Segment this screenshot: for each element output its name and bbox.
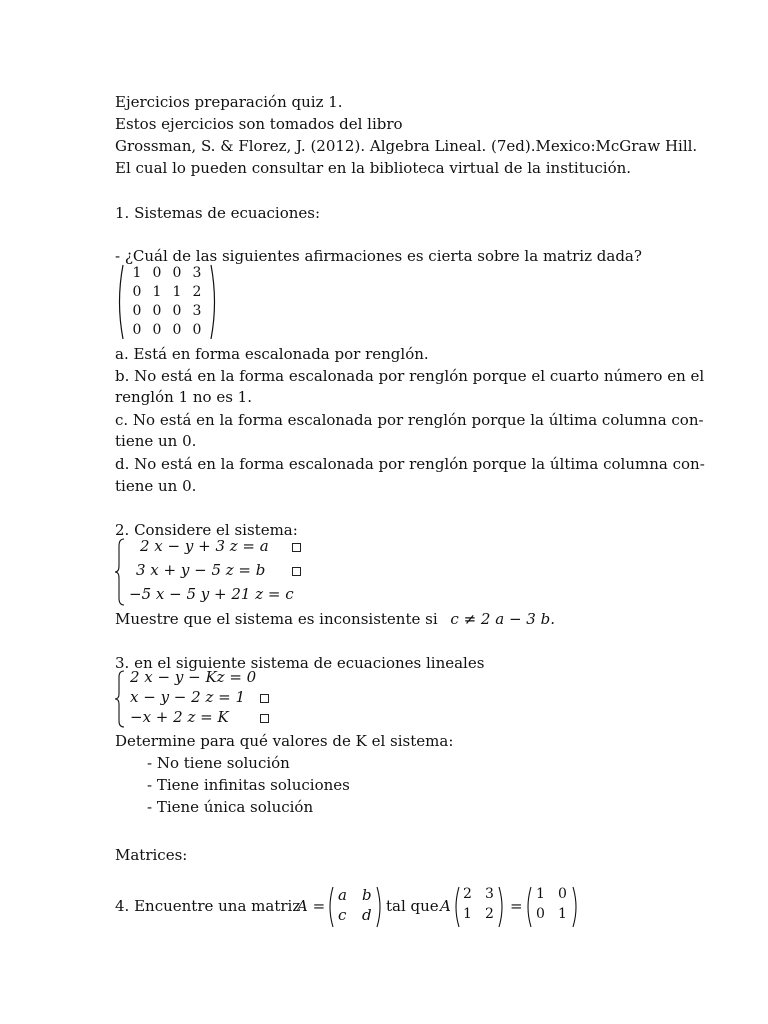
header-line-1: Ejercicios preparación quiz 1.	[115, 93, 343, 111]
matrix-cell: 0	[152, 303, 162, 319]
list-item-unique-solution: - Tiene única solución	[147, 798, 314, 816]
matrix-cell: 0	[132, 303, 142, 319]
matrix-cell: d	[362, 906, 372, 924]
option-c-line-1: c. No está en la forma escalonada por renglón porque la última columna con-	[115, 411, 704, 429]
header-line-2: Estos ejercicios son tomados del libro	[115, 115, 403, 133]
system-2	[114, 538, 314, 608]
system-3-eq-3: −x + 2 z = K	[130, 708, 229, 726]
matrix-b	[452, 886, 506, 928]
matrix-grid	[127, 264, 207, 340]
matrix-cell: 0	[172, 303, 182, 319]
option-b-line-2: renglón 1 no es 1.	[115, 388, 252, 406]
system-2-eq-2: 3 x + y − 5 z = b	[136, 561, 266, 579]
left-paren-icon	[115, 264, 125, 340]
header-line-4: El cual lo pueden consultar en la biblioteca virtual de la institución.	[115, 159, 632, 177]
matrix-a	[326, 886, 384, 928]
section-4-prefix: 4. Encuentre una matriz	[115, 897, 301, 915]
statement-text: Muestre que el sistema es inconsistente si	[115, 610, 438, 628]
matrix-cell: 1	[172, 284, 182, 300]
section-4-heading: Matrices:	[115, 846, 188, 864]
matrix-cell: 3	[485, 886, 494, 902]
matrix-cell: 0	[152, 322, 162, 338]
option-c-line-2: tiene un 0.	[115, 432, 197, 450]
system-3-eq-2: x − y − 2 z = 1	[130, 688, 246, 706]
matrix-cell: b	[362, 886, 372, 904]
left-paren-icon	[326, 886, 334, 928]
left-paren-icon	[452, 886, 460, 928]
right-paren-icon	[498, 886, 506, 928]
matrix-cell: 0	[132, 322, 142, 338]
placeholder-box-icon	[260, 694, 269, 703]
matrix-cell: 1	[536, 886, 545, 902]
section-2-title: 2. Considere el sistema:	[115, 521, 298, 539]
matrix-cell: 3	[192, 265, 202, 281]
matrix-cell: 0	[152, 265, 162, 281]
option-a: a. Está en forma escalonada por renglón.	[115, 345, 429, 363]
system-3	[114, 670, 314, 730]
matrix-cell: 1	[463, 906, 472, 922]
matrix-cell: 2	[485, 906, 494, 922]
equals-sign: =	[510, 897, 523, 915]
inconsistency-condition: c ≠ 2 a − 3 b.	[450, 610, 555, 628]
system-2-eq-1: 2 x − y + 3 z = a	[140, 537, 269, 555]
matrix-cell: 0	[132, 284, 142, 300]
system-3-eq-1: 2 x − y − Kz = 0	[130, 668, 257, 686]
section-1-title: 1. Sistemas de ecuaciones:	[115, 204, 321, 222]
matrix-a-label-2: A	[440, 897, 451, 915]
option-b-line-1: b. No está en la forma escalonada por renglón porque el cuarto número en el	[115, 367, 705, 385]
list-item-no-solution: - No tiene solución	[147, 754, 290, 772]
placeholder-box-icon	[260, 714, 269, 723]
matrix-cell: 3	[192, 303, 202, 319]
right-paren-icon	[376, 886, 384, 928]
section-1-question: - ¿Cuál de las siguientes afirmaciones es cierta sobre la matriz dada?	[115, 247, 642, 265]
matrix-a-label: A =	[297, 897, 326, 915]
matrix-cell: c	[338, 906, 347, 924]
right-paren-icon	[572, 886, 580, 928]
list-item-infinite-solutions: - Tiene infinitas soluciones	[147, 776, 350, 794]
matrix-cell: 0	[558, 886, 567, 902]
matrix-cell: 1	[152, 284, 162, 300]
identity-matrix	[524, 886, 580, 928]
matrix-cell: 2	[192, 284, 202, 300]
right-paren-icon	[209, 264, 219, 340]
section-3-title: 3. en el siguiente sistema de ecuaciones lineales	[115, 654, 485, 672]
matrix-cell: 1	[558, 906, 567, 922]
matrix-cell: 0	[192, 322, 202, 338]
matrix-cell: 0	[536, 906, 545, 922]
option-d-line-2: tiene un 0.	[115, 477, 197, 495]
matrix-cell: 2	[463, 886, 472, 902]
row-echelon-matrix	[115, 264, 217, 340]
left-paren-icon	[524, 886, 532, 928]
matrix-cell: a	[338, 886, 347, 904]
matrix-cell: 0	[172, 322, 182, 338]
section-3-question: Determine para qué valores de K el sistema:	[115, 732, 454, 750]
header-line-3: Grossman, S. & Florez, J. (2012). Algebra Lineal. (7ed).Mexico:McGraw Hill.	[115, 137, 698, 155]
left-brace-icon	[114, 538, 126, 606]
option-d-line-1: d. No está en la forma escalonada por renglón porque la última columna con-	[115, 455, 705, 473]
matrix-cell: 0	[172, 265, 182, 281]
system-2-eq-3: −5 x − 5 y + 21 z = c	[129, 585, 294, 603]
placeholder-box-icon	[292, 543, 301, 552]
such-that-text: tal que	[386, 897, 439, 915]
left-brace-icon	[114, 670, 126, 728]
placeholder-box-icon	[292, 567, 301, 576]
matrix-cell: 1	[132, 265, 142, 281]
section-2-statement	[115, 609, 555, 629]
